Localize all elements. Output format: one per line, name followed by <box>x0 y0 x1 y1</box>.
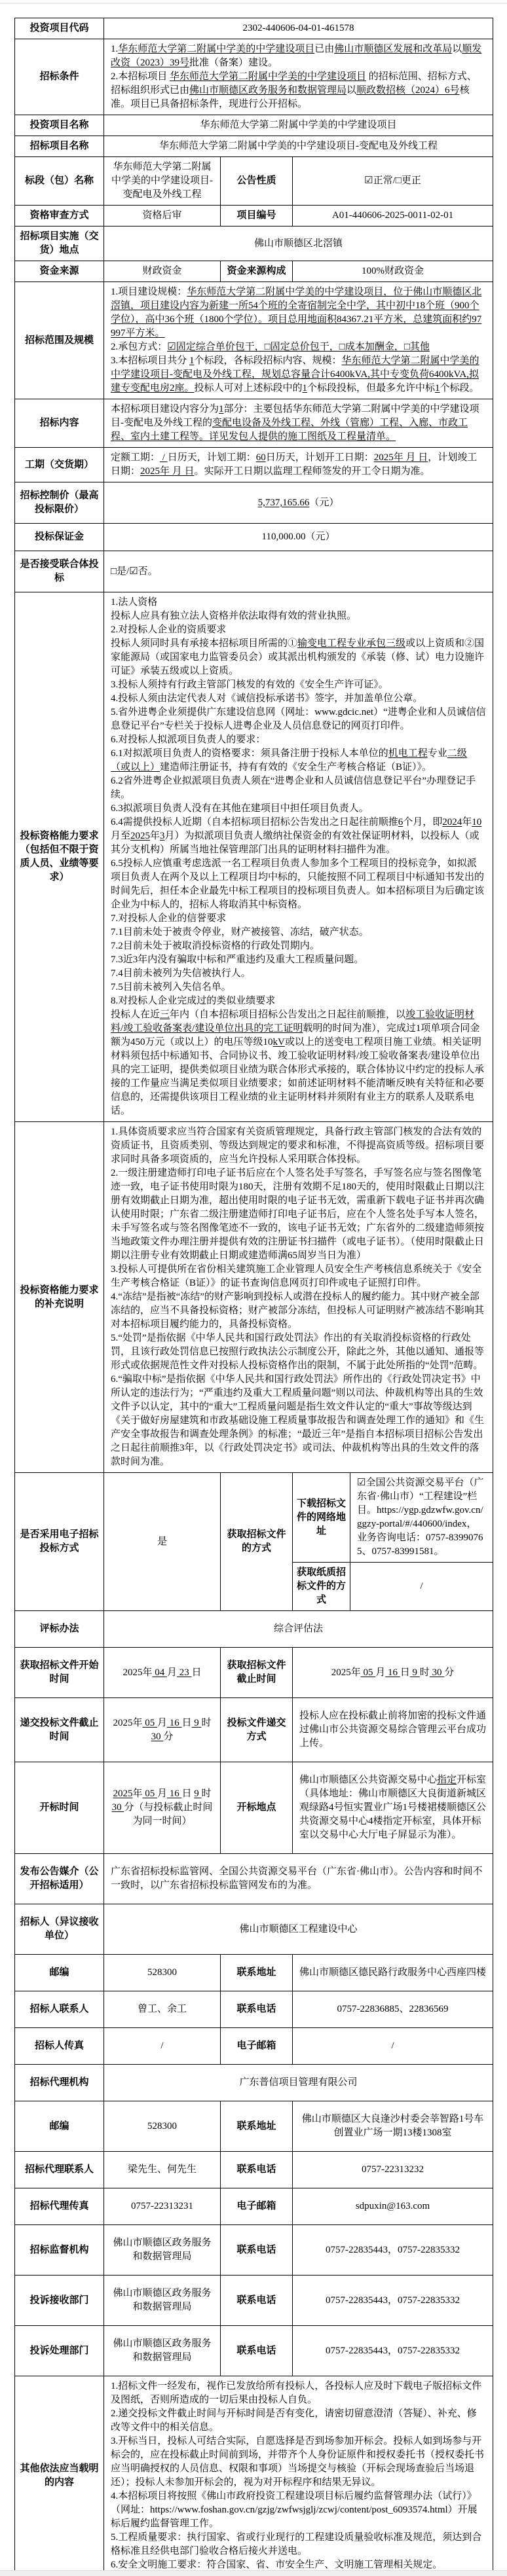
value-notice-nature: ☑正常/□更正 <box>293 157 493 206</box>
value-open-place: 佛山市顺德区公共资源交易中心指定开标室（具体地址：佛山市顺德区大良街道新城区观绿路4号恒实置业广场1号楼裙楼顺德区公共资源交易中心4楼指定开标室，具体开标室以交易中心大厅电子屏显示为准）。 <box>293 1762 493 1854</box>
value-tenderer: 佛山市顺德区工程建设中心 <box>104 1904 493 1955</box>
value-electronic-bidding: 是 <box>104 1473 221 1611</box>
label-complaint-receiving-phone: 联系电话 <box>221 2276 293 2326</box>
row-location <box>15 227 493 261</box>
row-bid-bond <box>15 524 493 551</box>
row-control-price <box>15 482 493 524</box>
value-complaint-handling: 佛山市顺德区政务服务和数据管理局 <box>104 2326 221 2376</box>
value-complaint-receiving-phone: 0757-22835443，0757-22835332 <box>293 2276 493 2326</box>
row-tenderer-fax <box>15 2028 493 2065</box>
label-tenderer: 招标人（异议接收单位） <box>15 1904 104 1955</box>
label-agency-fax: 招标代理传真 <box>15 2188 104 2225</box>
value-scope: 1.项目建设规模：华东师范大学第二附属中学美的中学建设项目，位于佛山市顺德区北滘镇，项目建设内容为新建一所54个班的全寄宿制完全中学，其中初中18个班（900个学位），高中36个班（1800个学位）。项目总用地面积84367.21平方米，总建筑面积约97997平方米。 2.承包方式：☑固定综合单价包干，□固定总价包干，□成本加酬金，□其他 3.本招标项目共分 1个标段，各标段招标内容、规模：华东师范大学第二附属中学美的中学建设项目-变配电及外线工程，规划总容量合计6400kVA,其中专变负荷6400kVA,拟建专变配电房2座。投标人可对上述标段中的1个标段投标，但最多允许中标1个标段。 <box>104 282 493 399</box>
label-agency-email: 电子邮箱 <box>221 2188 293 2225</box>
label-open-time: 开标时间 <box>15 1762 104 1854</box>
value-agency-address: 佛山市顺德区大良逢沙村委会莘智路1号车创置业广场一期13楼1308室 <box>293 2101 493 2152</box>
row-agency-contact <box>15 2152 493 2188</box>
row-agency <box>15 2065 493 2101</box>
label-agency-phone: 联系电话 <box>221 2152 293 2188</box>
value-open-time: 2025年 05 月 16 日 9 时 30 分（与投标截止时间为同一时间） <box>104 1762 221 1854</box>
row-tenderer-contact <box>15 1991 493 2028</box>
value-location: 佛山市顺德区北滘镇 <box>104 227 493 261</box>
label-location: 招标项目实施（交货）地点 <box>15 227 104 261</box>
row-qualification-supplement <box>15 1122 493 1473</box>
value-fund-composition: 100%财政资金 <box>293 261 493 282</box>
value-qualification-supplement: 1.具体资质要求应当符合国家有关资质管理规定，具备行政主管部门核发的合法有效的资质证书，且资质类别、等级达到规定的要求和标准，不得提高资质等级。招标项目要求同时具备多项资质的，应当允许投标人采用联合体投标。 2.一级注册建造师打印电子证书后应在个人签名处手写签名，手写签名应与签名图像笔迹一致，电子证书使用时限为180天，注册有效期不足180天的，使用时限截止日期以注册有效期截止日期为准，超出使用时限的电子证书无效，需重新下载电子证书并再次确认使用时限；广东省二级注册建造师打印电子证书后，应在个人签名处手写本人签名，未手写签名或与签名图像笔迹不一致的，该电子证书无效；广东省外的二级建造师须按当地政策文件办理注册并提供有效的注册证书扫描件（或电子证书）。（使用时限截止日期以注册专业有效期截止日期或建造师满65周岁当日为准） 3.投标人可提供所在省份相关建筑施工企业管理人员安全生产考核信息系统关于《安全生产考核合格证（B证）》的证书查询信息网页打印件或电子证照打印件。 4.“冻结”是指被“冻结”的财产影响到投标人或潜在投标人的履约能力。其中财产被全部冻结的，应当不具备投标资格；财产被部分冻结，但投标人可证明财产被冻结不影响其对本招标项目履约能力的，具备投标资格。 5.“处罚”是指依据《中华人民共和国行政处罚法》作出的有关取消投标资格的行政处罚，且该行政处罚信息已按照行政执法公示制度公开，除此之外，其他以通知、通报等形式或依据规范性文件对投标人投标资格作出的限制，不属于此处所指的“处罚”范畴。 6.“骗取中标”是指依据《中华人民共和国行政处罚法》所作出的《行政处罚决定书》中所认定的违法行为；“严重违约及重大工程质量问题”则以司法、仲裁机构等出具的生效文件予以认定，其中的“重大”工程质量问题是指生效文件认定的“重大”事故等级达到《关于做好房屋建筑和市政基础设施工程质量事故报告和调查处理工作的通知》和《生产安全事故报告和调查处理条例》的标准；“最近三年”是指自本招标项目招标公告发出之日起往前顺推3年，以《行政处罚决定书》或司法、仲裁机构等出具的生效文件的落款时间为准。 <box>104 1122 493 1473</box>
row-evaluation-method <box>15 1611 493 1648</box>
value-tenderer-address: 佛山市顺德区德民路行政服务中心西座四楼 <box>293 1955 493 1991</box>
label-project-number: 项目编号 <box>221 206 293 227</box>
label-doc-start-time: 获取招标文件开始时间 <box>15 1648 104 1698</box>
label-tenderer-address: 联系地址 <box>221 1955 293 1991</box>
row-complaint-receiving <box>15 2276 493 2326</box>
value-submit-method: 投标人应在投标截止前将加密的投标文件通过佛山市公共资源交易综合管理云平台成功上传。 <box>293 1698 493 1762</box>
label-open-place: 开标地点 <box>221 1762 293 1854</box>
label-tenderer-fax: 招标人传真 <box>15 2028 104 2065</box>
row-duration <box>15 448 493 482</box>
label-announcement-media: 发布公告媒介（公开招标适用） <box>15 1854 104 1904</box>
label-agency-contact: 招标代理联系人 <box>15 2152 104 2188</box>
label-fund-source: 资金来源 <box>15 261 104 282</box>
tender-announcement-table <box>14 18 493 2576</box>
value-agency-contact: 梁先生、何先生 <box>104 2152 221 2188</box>
value-section-name: 华东师范大学第二附属中学美的中学建设项目-变配电及外线工程 <box>104 157 221 206</box>
row-investment-code <box>15 18 493 39</box>
label-scope: 招标范围及规模 <box>15 282 104 399</box>
row-agency-fax <box>15 2188 493 2225</box>
label-duration: 工期（交货期） <box>15 448 104 482</box>
label-tenderer-postcode: 邮编 <box>15 1955 104 1991</box>
value-duration: 定额工期： / 日历天，计划工期：60日历天，计划开工日期：2025年 月 日，计划竣工日期：2025年 月 日。实际开工日期以监理工程师签发的开工令日期为准。 <box>104 448 493 482</box>
label-submit-deadline: 递交投标文件截止时间 <box>15 1698 104 1762</box>
label-download-address: 下载招标文件的网络地址 <box>293 1473 350 1563</box>
label-consortium: 是否接受联合体投标 <box>15 551 104 592</box>
label-investment-name: 投资项目名称 <box>15 115 104 136</box>
label-tenderer-email: 电子邮箱 <box>221 2028 293 2065</box>
value-tender-name: 华东师范大学第二附属中学美的中学建设项目-变配电及外线工程 <box>104 136 493 157</box>
label-agency-address: 联系地址 <box>221 2101 293 2152</box>
label-other-contents: 其他依法应当载明的内容 <box>15 2376 104 2576</box>
page-bottom-bar <box>0 2570 507 2576</box>
value-agency-phone: 0757-22313232 <box>293 2152 493 2188</box>
row-submit-deadline <box>15 1698 493 1762</box>
label-qualification-review: 资格审查方式 <box>15 206 104 227</box>
label-doc-end-time: 获取招标文件截止时间 <box>221 1648 293 1698</box>
label-paper-doc-method: 获取纸质招标文件的方式 <box>293 1563 350 1611</box>
label-evaluation-method: 评标办法 <box>15 1611 104 1648</box>
value-tenderer-contact: 曾工、余工 <box>104 1991 221 2028</box>
row-tenderer <box>15 1904 493 1955</box>
value-other-contents: 1.招标文件一经发布，视作已发放给所有投标人，各投标人应及时下载电子版招标文件及图纸，否则所造成的一切后果由投标人自负。 2.递交投标文件截止时间与开标时间是否有变化，请密切留意澄清（答疑）、补充、修改等文件中的相关信息。 3.开标当日，投标人可结合实际，自愿选择是否到场参加开标会。投标人如到场参与开标会的，应在投标截止时间前到场，并带齐个人身份证原件和授权委托书（授权委托书应当明确授权的人员信息、权限和事项）当场提交与核验（开标会现场查验后当场退还）；投标人未参加开标会的，视为对开标程序和结果无异议。 4.本招标项目将按照《佛山市政府投资工程建设项目标后履约监督管理办法（试行）》（网址：https://www.foshan.gov.cn/gzjg/zwfwsjglj/zcwj/content/post_6093574.html）开展标后履约监督管理工作。 5.工程质量要求：执行国家、省或行业现行的工程建设质量验收标准及规范，须达到合格标准且经供电部门验收合格后接火并送电。 6.安全文明施工要求：符合国家、省、市安全生产、文明施工管理相关规定。 <box>104 2376 493 2576</box>
label-fund-composition: 资金来源构成 <box>221 261 293 282</box>
value-complaint-handling-phone: 0757-22835443，0757-22835332 <box>293 2326 493 2376</box>
row-investment-name <box>15 115 493 136</box>
label-bid-bond: 投标保证金 <box>15 524 104 551</box>
label-content: 招标内容 <box>15 399 104 448</box>
value-project-number: A01-440606-2025-0011-02-01 <box>293 206 493 227</box>
label-tenderer-contact: 招标人联系人 <box>15 1991 104 2028</box>
value-agency-email: sdpuxin@163.com <box>293 2188 493 2225</box>
value-tender-conditions: 1.华东师范大学第二附属中学美的中学建设项目已由佛山市顺德区发展和改革局以顺发改资（2023）39号批准（备案）建设。 2.本招标项目 华东师范大学第二附属中学美的中学建设项目 的招标范围、招标方式、招标组织形式已由佛山市顺德区政务服务和数据管理局以顺政数招核（2024）6号核准。项目已具备招标条件，现进行公开招标。 <box>104 39 493 115</box>
label-supervisor: 招标监督机构 <box>15 2225 104 2276</box>
row-section-name <box>15 157 493 206</box>
row-qualification-requirements <box>15 592 493 1122</box>
label-tenderer-phone: 联系电话 <box>221 1991 293 2028</box>
value-qualification-requirements: 1.法人资格 投标人应具有独立法人资格并依法取得有效的营业执照。 2.对投标人企业的资质要求 投标人须同时具有承接本招标项目所需的①输变电工程专业承包三级或以上资质和②国家能源局（或国家电力监管委员会）或其派出机构颁发的《承装（修、试）电力设施许可证》承装五级或以上资质。 3.投标人须持有行政主管部门核发的有效的《安全生产许可证》。 4.投标人须由法定代表人对《诚信投标承诺书》签字，并加盖单位公章。 5.省外进粤企业须提供广东建设信息网（网址：www.gdcic.net）“进粤企业和人员诚信信息登记平台”专栏关于投标人进粤企业及人员信息登记的网页打印件。 6.对投标人拟派项目负责人的要求： 6.1对拟派项目负责人的资格要求：须具备注册于投标人本单位的机电工程专业二级（或以上）建造师注册证书，持有有效的《安全生产考核合格证（B证）》。 6.2省外进粤企业拟派项目负责人须在“进粤企业和人员诚信信息登记平台”办理登记手续。 6.3拟派项目负责人没有在其他在建项目中担任项目负责人。 6.4需提供投标人近期（自本招标项目招标公告发出之日起往前顺推6个月，即2024年10月至2025年3月）为拟派项目负责人缴纳社保资金的有效社保证明材料，以投标人（或其分支机构）所属当地社保管理部门出具的证明材料扫描件为准。 6.5投标人应慎重考虑选派一名工程项目负责人参加多个工程项目的投标竞争，如拟派项目负责人在两个及以上工程项目均中标的，只能按照不同工程项目中标通知书发出的时间先后，担任本企业最先中标工程项目的投标项目负责人。如本招标项目为后确定该企业为中标人的，招标人将取消其中标资格。 7.对投标人企业的信誉要求 7.1目前未处于被责令停业，财产被接管、冻结，破产状态。 7.2目前未处于被取消投标资格的行政处罚期内。 7.3近3年内没有骗取中标和严重违约及重大工程质量问题。 7.4目前未被列为失信被执行人。 7.5目前未被列入失信名单。 8.对投标人企业完成过的类似业绩要求 投标人在近三年内（自本招标项目招标公告发出之日起往前顺推，以竣工验收证明材料/竣工验收备案表/建设单位出具的完工证明载明的时间为准），完成过1项单项合同金额为450万元（或以上）的电压等级10kV或以上的送变电工程项目施工业绩。相关证明材料须包括中标通知书、合同协议书、竣工验收证明材料/竣工验收备案表/建设单位出具的完工证明，提供类似项目业绩为联合体形式承接的，联合体协议中约定的投标人承接的工作量应当满足类似项目业绩要求；如前述证明材料不能清晰反映有关特征和必要信息的，还需提供该项目工程业绩的业主证明材料并须附有业主方的联系人及联系电话。 <box>104 592 493 1122</box>
row-tender-conditions <box>15 39 493 115</box>
label-complaint-handling: 投诉处理部门 <box>15 2326 104 2376</box>
value-content: 本招标项目建设内容分为1部分：主要包括华东师范大学第二附属中学美的中学建设项目-变配电及外线工程的变配电设备及外线工程、外线（管廊）工程、入廊、市政工程、室内土建工程等。详见发包人提供的施工图纸及工程量清单。 <box>104 399 493 448</box>
row-fund-source <box>15 261 493 282</box>
value-agency-postcode: 528300 <box>104 2101 221 2152</box>
label-complaint-handling-phone: 联系电话 <box>221 2326 293 2376</box>
value-tenderer-postcode: 528300 <box>104 1955 221 1991</box>
value-tenderer-email: / <box>293 2028 493 2065</box>
value-bid-bond: 110,000.00（元） <box>104 524 493 551</box>
label-tender-name: 招标项目名称 <box>15 136 104 157</box>
row-tenderer-postcode <box>15 1955 493 1991</box>
value-agency: 广东普信项目管理有限公司 <box>104 2065 493 2101</box>
value-agency-fax: 0757-22313231 <box>104 2188 221 2225</box>
row-electronic-bidding <box>15 1473 493 1563</box>
label-submit-method: 投标文件递交方式 <box>221 1698 293 1762</box>
label-qualification-requirements: 投标资格能力要求（包括但不限于资质人员、业绩等要求） <box>15 592 104 1122</box>
value-investment-name: 华东师范大学第二附属中学美的中学建设项目 <box>104 115 493 136</box>
row-doc-times <box>15 1648 493 1698</box>
row-agency-postcode <box>15 2101 493 2152</box>
label-doc-method: 获取招标文件的方式 <box>221 1473 293 1611</box>
label-electronic-bidding: 是否采用电子招标投标方式 <box>15 1473 104 1611</box>
value-supervisor-phone: 0757-22835443，0757-22835332 <box>293 2225 493 2276</box>
label-control-price: 招标控制价（最高投标限价） <box>15 482 104 524</box>
label-complaint-receiving: 投诉接收部门 <box>15 2276 104 2326</box>
label-qualification-supplement: 投标资格能力要求的补充说明 <box>15 1122 104 1473</box>
row-other-contents <box>15 2376 493 2576</box>
value-investment-code: 2302-440606-04-01-461578 <box>104 18 493 39</box>
value-paper-doc-method: / <box>350 1563 493 1611</box>
value-doc-start-time: 2025年 04 月 23 日 <box>104 1648 221 1698</box>
value-tenderer-phone: 0757-22836885、22836569 <box>293 1991 493 2028</box>
row-scope <box>15 282 493 399</box>
value-tenderer-fax: / <box>104 2028 221 2065</box>
row-consortium <box>15 551 493 592</box>
value-evaluation-method: 综合评估法 <box>104 1611 493 1648</box>
label-notice-nature: 公告性质 <box>221 157 293 206</box>
value-fund-source: 财政资金 <box>104 261 221 282</box>
row-complaint-handling <box>15 2326 493 2376</box>
row-tender-name <box>15 136 493 157</box>
row-qualification-review <box>15 206 493 227</box>
value-qualification-review: 资格后审 <box>104 206 221 227</box>
row-announcement-media <box>15 1854 493 1904</box>
value-control-price: 5,737,165.66（元） <box>104 482 493 524</box>
value-submit-deadline: 2025年 05 月 16 日 9 时 30 分 <box>104 1698 221 1762</box>
label-investment-code: 投资项目代码 <box>15 18 104 39</box>
label-agency: 招标代理机构 <box>15 2065 104 2101</box>
label-section-name: 标段（包）名称 <box>15 157 104 206</box>
label-tender-conditions: 招标条件 <box>15 39 104 115</box>
row-bid-opening <box>15 1762 493 1854</box>
value-supervisor: 佛山市顺德区政务服务和数据管理局 <box>104 2225 221 2276</box>
value-consortium: □是/☑否。 <box>104 551 493 592</box>
row-content <box>15 399 493 448</box>
value-announcement-media: 广东省招标投标监管网、全国公共资源交易平台（广东省·佛山市）。公告内容和时间不一致时，以广东省招标投标监管网发布的为准。 <box>104 1854 493 1904</box>
label-agency-postcode: 邮编 <box>15 2101 104 2152</box>
value-doc-end-time: 2025年 05 月 16 日 9 时 30 分 <box>293 1648 493 1698</box>
value-download-address: ☑全国公共资源交易平台（广东省·佛山市）“工程建设”栏目。https://ygp.gdzwfw.gov.cn/ggzy-portal/#/440600/index，业务咨询电话：0757-83990765、0757-83991581。 <box>350 1473 493 1563</box>
row-supervisor <box>15 2225 493 2276</box>
value-complaint-receiving: 佛山市顺德区政务服务和数据管理局 <box>104 2276 221 2326</box>
page-top-divider <box>0 3 507 4</box>
label-supervisor-phone: 联系电话 <box>221 2225 293 2276</box>
